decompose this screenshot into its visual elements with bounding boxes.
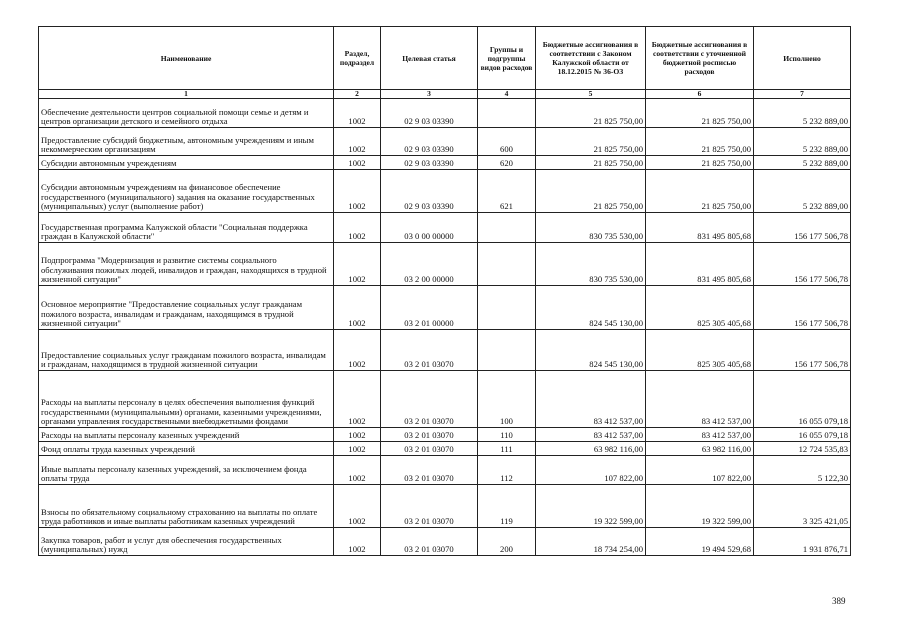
- row-group: 620: [478, 156, 536, 170]
- row-name: Обеспечение деятельности центров социальной помощи семье и детям и центров организации детского и семейного отдыха: [39, 99, 334, 128]
- table-row: [39, 428, 851, 442]
- row-target: 03 2 01 03070: [381, 442, 478, 456]
- row-law: 83 412 537,00: [536, 371, 646, 428]
- row-law: 830 735 530,00: [536, 243, 646, 286]
- row-target: 03 2 01 03070: [381, 428, 478, 442]
- row-law: 824 545 130,00: [536, 330, 646, 371]
- row-refined: 21 825 750,00: [646, 99, 754, 128]
- row-law: 830 735 530,00: [536, 213, 646, 243]
- row-name: Субсидии автономным учреждениям на финансовое обеспечение государственного (муниципального) задания на оказание государственных (муниципальных) услуг (выполнение работ): [39, 170, 334, 213]
- header-target: Целевая статья: [381, 27, 478, 90]
- row-done: 156 177 506,78: [754, 286, 851, 330]
- row-name: Государственная программа Калужской области "Социальная поддержка граждан в Калужской области": [39, 213, 334, 243]
- header-name: Наименование: [39, 27, 334, 90]
- row-section: 1002: [334, 156, 381, 170]
- row-done: 3 325 421,05: [754, 485, 851, 528]
- row-done: 156 177 506,78: [754, 330, 851, 371]
- table-row: [39, 156, 851, 170]
- row-section: 1002: [334, 371, 381, 428]
- row-section: 1002: [334, 128, 381, 156]
- row-law: 824 545 130,00: [536, 286, 646, 330]
- header-refined: Бюджетные ассигнования в соответствии с уточненной бюджетной росписью расходов: [646, 27, 754, 90]
- row-target: 03 2 01 03070: [381, 330, 478, 371]
- row-group: 112: [478, 456, 536, 485]
- row-name: Подпрограмма "Модернизация и развитие системы социального обслуживания пожилых людей, инвалидов и граждан, находящихся в трудной жизненной ситуации": [39, 243, 334, 286]
- row-name: Основное мероприятие "Предоставление социальных услуг гражданам пожилого возраста, инвалидам и гражданам, находящимся в трудной жизненной ситуации": [39, 286, 334, 330]
- header-row: [39, 27, 851, 90]
- row-target: 03 0 00 00000: [381, 213, 478, 243]
- page-number: 389: [832, 596, 846, 606]
- row-law: 83 412 537,00: [536, 428, 646, 442]
- row-refined: 831 495 805,68: [646, 213, 754, 243]
- table-row: [39, 485, 851, 528]
- table-row: [39, 213, 851, 243]
- row-section: 1002: [334, 243, 381, 286]
- row-done: 5 232 889,00: [754, 128, 851, 156]
- table-row: [39, 286, 851, 330]
- row-target: 02 9 03 03390: [381, 156, 478, 170]
- row-group: [478, 243, 536, 286]
- table-row: [39, 330, 851, 371]
- row-refined: 825 305 405,68: [646, 330, 754, 371]
- row-name: Расходы на выплаты персоналу казенных учреждений: [39, 428, 334, 442]
- row-done: 5 122,30: [754, 456, 851, 485]
- row-refined: 107 822,00: [646, 456, 754, 485]
- row-section: 1002: [334, 528, 381, 556]
- column-number-row: [39, 90, 851, 99]
- row-refined: 83 412 537,00: [646, 371, 754, 428]
- row-done: 156 177 506,78: [754, 213, 851, 243]
- row-group: 100: [478, 371, 536, 428]
- table-row: [39, 456, 851, 485]
- row-done: 5 232 889,00: [754, 156, 851, 170]
- col-number: 2: [334, 90, 381, 99]
- row-section: 1002: [334, 286, 381, 330]
- row-target: 02 9 03 03390: [381, 128, 478, 156]
- row-group: 110: [478, 428, 536, 442]
- row-law: 18 734 254,00: [536, 528, 646, 556]
- table-row: [39, 442, 851, 456]
- row-law: 21 825 750,00: [536, 156, 646, 170]
- table-row: [39, 170, 851, 213]
- row-refined: 63 982 116,00: [646, 442, 754, 456]
- row-section: 1002: [334, 99, 381, 128]
- row-group: [478, 286, 536, 330]
- row-done: 1 931 876,71: [754, 528, 851, 556]
- row-target: 03 2 00 00000: [381, 243, 478, 286]
- row-law: 19 322 599,00: [536, 485, 646, 528]
- row-name: Фонд оплаты труда казенных учреждений: [39, 442, 334, 456]
- col-number: 4: [478, 90, 536, 99]
- row-target: 03 2 01 00000: [381, 286, 478, 330]
- row-name: Взносы по обязательному социальному страхованию на выплаты по оплате труда работников и иные выплаты работникам казенных учреждений: [39, 485, 334, 528]
- row-section: 1002: [334, 428, 381, 442]
- row-name: Субсидии автономным учреждениям: [39, 156, 334, 170]
- row-done: 5 232 889,00: [754, 99, 851, 128]
- row-target: 02 9 03 03390: [381, 99, 478, 128]
- table-row: [39, 243, 851, 286]
- row-name: Расходы на выплаты персоналу в целях обеспечения выполнения функций государственными (муниципальными) органами, казенными учреждениями, органами управления государственными внебюджетными фондами: [39, 371, 334, 428]
- col-number: 1: [39, 90, 334, 99]
- row-refined: 83 412 537,00: [646, 428, 754, 442]
- row-group: 111: [478, 442, 536, 456]
- row-group: 119: [478, 485, 536, 528]
- row-group: [478, 99, 536, 128]
- row-section: 1002: [334, 330, 381, 371]
- row-target: 02 9 03 03390: [381, 170, 478, 213]
- table-row: [39, 128, 851, 156]
- header-group: Группы и подгруппы видов расходов: [478, 27, 536, 90]
- row-section: 1002: [334, 442, 381, 456]
- col-number: 7: [754, 90, 851, 99]
- row-done: 16 055 079,18: [754, 428, 851, 442]
- row-law: 21 825 750,00: [536, 170, 646, 213]
- row-group: [478, 213, 536, 243]
- row-name: Закупка товаров, работ и услуг для обеспечения государственных (муниципальных) нужд: [39, 528, 334, 556]
- row-group: [478, 330, 536, 371]
- col-number: 6: [646, 90, 754, 99]
- row-name: Предоставление социальных услуг гражданам пожилого возраста, инвалидам и гражданам, находящимся в трудной жизненной ситуации: [39, 330, 334, 371]
- budget-table: [38, 26, 851, 556]
- row-section: 1002: [334, 456, 381, 485]
- table-row: [39, 99, 851, 128]
- col-number: 5: [536, 90, 646, 99]
- row-target: 03 2 01 03070: [381, 485, 478, 528]
- row-group: 200: [478, 528, 536, 556]
- row-refined: 19 322 599,00: [646, 485, 754, 528]
- row-section: 1002: [334, 485, 381, 528]
- row-refined: 21 825 750,00: [646, 128, 754, 156]
- row-law: 21 825 750,00: [536, 99, 646, 128]
- row-done: 16 055 079,18: [754, 371, 851, 428]
- row-law: 107 822,00: [536, 456, 646, 485]
- row-name: Предоставление субсидий бюджетным, автономным учреждениям и иным некоммерческим организациям: [39, 128, 334, 156]
- row-law: 63 982 116,00: [536, 442, 646, 456]
- row-done: 12 724 535,83: [754, 442, 851, 456]
- header-done: Исполнено: [754, 27, 851, 90]
- row-name: Иные выплаты персоналу казенных учреждений, за исключением фонда оплаты труда: [39, 456, 334, 485]
- col-number: 3: [381, 90, 478, 99]
- row-refined: 21 825 750,00: [646, 156, 754, 170]
- header-section: Раздел, подраздел: [334, 27, 381, 90]
- row-target: 03 2 01 03070: [381, 528, 478, 556]
- row-done: 5 232 889,00: [754, 170, 851, 213]
- header-law: Бюджетные ассигнования в соответствии с Законом Калужской области от 18.12.2015 № 36-ОЗ: [536, 27, 646, 90]
- row-law: 21 825 750,00: [536, 128, 646, 156]
- row-target: 03 2 01 03070: [381, 371, 478, 428]
- row-refined: 831 495 805,68: [646, 243, 754, 286]
- row-target: 03 2 01 03070: [381, 456, 478, 485]
- row-section: 1002: [334, 213, 381, 243]
- row-group: 621: [478, 170, 536, 213]
- table-row: [39, 528, 851, 556]
- row-refined: 825 305 405,68: [646, 286, 754, 330]
- row-refined: 19 494 529,68: [646, 528, 754, 556]
- row-section: 1002: [334, 170, 381, 213]
- row-group: 600: [478, 128, 536, 156]
- row-refined: 21 825 750,00: [646, 170, 754, 213]
- row-done: 156 177 506,78: [754, 243, 851, 286]
- table-row: [39, 371, 851, 428]
